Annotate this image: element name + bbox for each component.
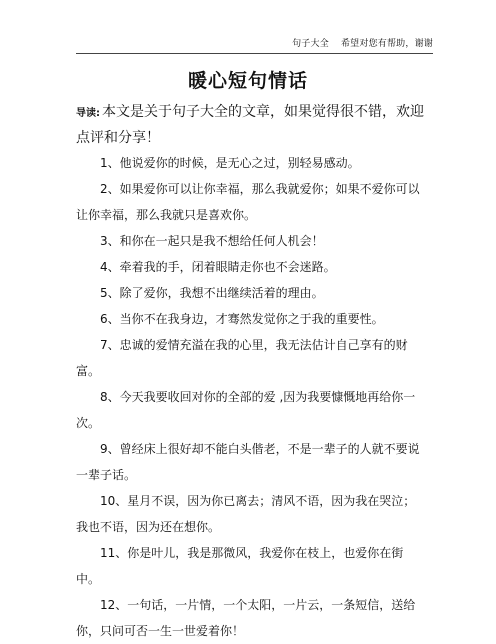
- list-item: 4、牵着我的手，闭着眼睛走你也不会迷路。: [100, 260, 336, 274]
- page-header: [292, 38, 433, 50]
- header-site-name: 句子大全: [292, 39, 329, 49]
- list-item: 10、星月不误，因为你已离去；清风不语，因为我在哭泣；我也不语，因为还在想你。: [76, 494, 416, 534]
- list-item: 11、你是叶儿，我是那微风，我爱你在枝上，也爱你在街中。: [76, 546, 404, 586]
- header-rule: [76, 53, 433, 54]
- list-item: 2、如果爱你可以让你幸福，那么我就爱你；如果不爱你可以让你幸福，那么我就只是喜欢你。: [76, 182, 420, 222]
- list-item: 5、除了爱你，我想不出继续活着的理由。: [100, 286, 324, 300]
- list-item: 6、当你不在我身边，才骞然发觉你之于我的重要性。: [100, 312, 384, 326]
- intro-paragraph: [76, 100, 425, 151]
- list-item: 12、一句话，一片情，一个太阳，一片云，一条短信，送给你，只问可否一生一世爱着你！: [76, 598, 416, 638]
- list-item: 3、和你在一起只是我不想给任何人机会！: [100, 234, 324, 248]
- list-item: 7、忠诚的爱情充溢在我的心里，我无法估计自己享有的财富。: [76, 338, 408, 378]
- list-item: 1、他说爱你的时候，是无心之过，别轻易感动。: [100, 156, 360, 170]
- header-slogan: 希望对您有帮助，谢谢: [340, 39, 433, 49]
- intro-label: 导读:: [76, 108, 100, 119]
- intro-text: 本文是关于句子大全的文章，如果觉得很不错，欢迎点评和分享！: [76, 104, 424, 146]
- sentence-list: [76, 150, 425, 644]
- list-item: 8、今天我要收回对你的全部的爱 ,因为我要慷慨地再给你一次。: [76, 390, 416, 430]
- document-title: 暖心短句情话: [187, 70, 308, 92]
- list-item: 9、曾经床上很好却不能白头偕老，不是一辈子的人就不要说一辈子话。: [76, 442, 420, 482]
